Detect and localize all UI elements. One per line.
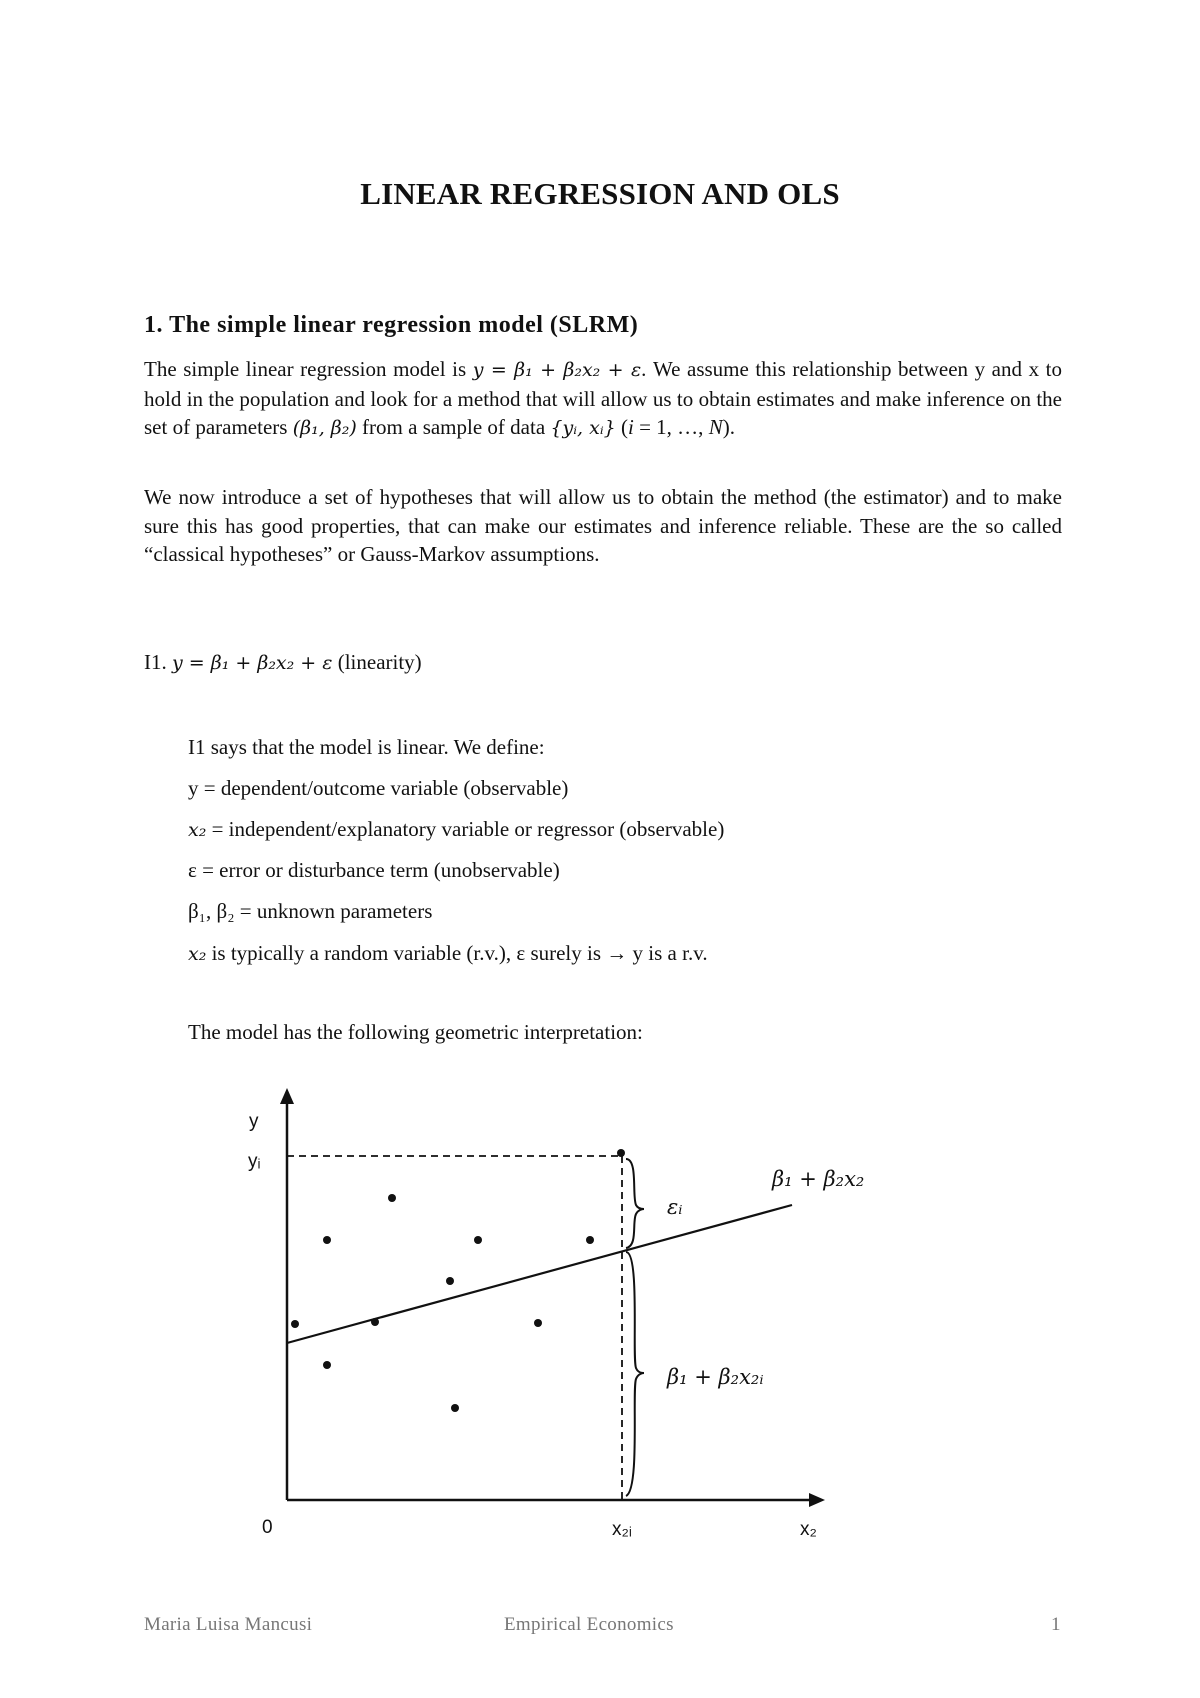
text: The simple linear regression model is bbox=[144, 357, 473, 381]
observation-point bbox=[371, 1318, 379, 1326]
text: ( bbox=[615, 415, 628, 439]
observation-point bbox=[474, 1236, 482, 1244]
definitions-intro: I1 says that the model is linear. We define: bbox=[188, 735, 545, 759]
sample-size-N: N bbox=[708, 415, 723, 439]
x2-axis-label: x₂ bbox=[800, 1519, 817, 1540]
observation-point bbox=[617, 1149, 625, 1157]
y-axis-label: y bbox=[249, 1111, 259, 1132]
epsilon-brace bbox=[626, 1159, 644, 1248]
hypothesis-label: I1. bbox=[144, 650, 167, 674]
geometric-intro: The model has the following geometric interpretation: bbox=[188, 1020, 643, 1044]
parameter-set: (β₁, β₂) bbox=[292, 417, 357, 439]
observation-point bbox=[534, 1319, 542, 1327]
observations bbox=[291, 1149, 625, 1412]
epsilon-label: εᵢ bbox=[667, 1195, 683, 1219]
x2-symbol: x₂ bbox=[188, 819, 207, 841]
hypothesis-formula: y = β₁ + β₂x₂ + ε bbox=[172, 652, 333, 674]
x-axis-arrow bbox=[809, 1493, 825, 1507]
definition-y: y = dependent/outcome variable (observable) bbox=[188, 776, 569, 800]
text: from a sample of data bbox=[356, 415, 551, 439]
model-formula: y = β₁ + β₂x₂ + ε bbox=[472, 359, 642, 381]
y-axis-arrow bbox=[280, 1088, 294, 1104]
definition-beta: β₁, β₂ = unknown parameters bbox=[188, 899, 433, 923]
observation-point bbox=[586, 1236, 594, 1244]
document-title: LINEAR REGRESSION AND OLS bbox=[360, 176, 840, 211]
observation-point bbox=[388, 1194, 396, 1202]
fitted-value-label: β₁ + β₂x₂ᵢ bbox=[667, 1365, 764, 1389]
definition-epsilon: ε = error or disturbance term (unobservable) bbox=[188, 858, 560, 882]
yi-label: yᵢ bbox=[248, 1151, 261, 1172]
footer-author: Maria Luisa Mancusi bbox=[144, 1614, 313, 1635]
observation-point bbox=[446, 1277, 454, 1285]
text: = 1, …, bbox=[633, 415, 709, 439]
observation-point bbox=[291, 1320, 299, 1328]
hypothesis-note: (linearity) bbox=[337, 650, 422, 674]
regression-line-label: β₁ + β₂x₂ bbox=[772, 1167, 865, 1191]
x2i-label: x₂ᵢ bbox=[612, 1519, 632, 1540]
fitted-value-brace bbox=[626, 1252, 644, 1496]
section-title: The simple linear regression model (SLRM) bbox=[169, 312, 639, 338]
text: . We assume this relationship between y and x to hold in the population and look for a method that will allow us to obtain estimates and make inference on the set of parameters bbox=[144, 357, 1062, 439]
observation-point bbox=[323, 1236, 331, 1244]
section-number: 1. bbox=[144, 312, 163, 338]
footer-course: Empirical Economics bbox=[504, 1614, 674, 1635]
text: ). bbox=[722, 415, 735, 439]
paragraph-hypotheses-intro: We now introduce a set of hypotheses that will allow us to obtain the method (the estimator) and to make sure this has good properties, that can make our estimates and inference reliable. These are the so called “classical hypotheses” or Gauss-Markov assumptions. bbox=[144, 485, 1062, 566]
data-set: {yᵢ, xᵢ} bbox=[550, 417, 616, 439]
observation-point bbox=[323, 1361, 331, 1369]
text: = independent/explanatory variable or regressor (observable) bbox=[206, 817, 725, 841]
x2-symbol: x₂ bbox=[188, 943, 207, 965]
index-i: i bbox=[628, 415, 634, 439]
footer-page-number: 1 bbox=[1051, 1614, 1061, 1635]
origin-label: 0 bbox=[262, 1517, 273, 1538]
observation-point bbox=[451, 1404, 459, 1412]
text: is typically a random variable (r.v.), ε surely is → y is a r.v. bbox=[206, 941, 708, 965]
